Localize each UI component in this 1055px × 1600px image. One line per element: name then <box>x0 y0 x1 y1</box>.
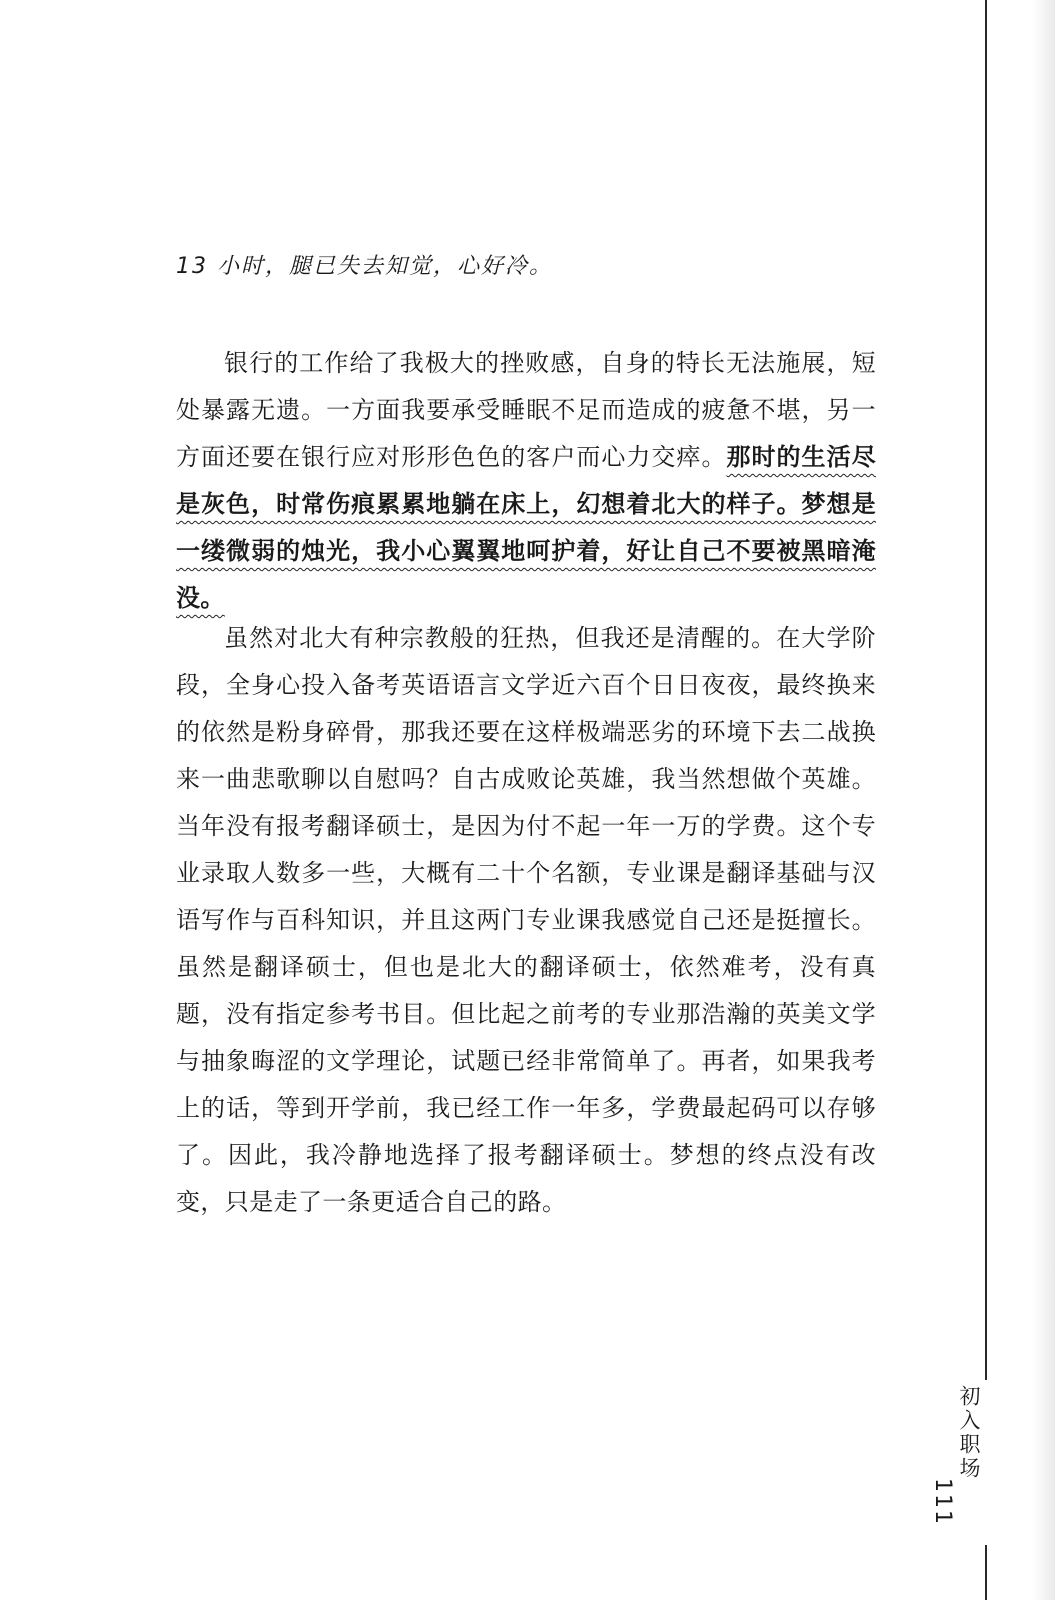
quote-line: 13 小时，腿已失去知觉，心好冷。 <box>176 254 553 279</box>
paragraph-1-emphasis: 那时的生活尽是灰色，时常伤痕累累地躺在床上，幻想着北大的样子。梦想是一缕微弱的烛光，我小心翼翼地呵护着，好让自己不要被黑暗淹没。 <box>176 443 876 612</box>
paragraph-1-text <box>176 340 876 622</box>
paragraph-2-text: 虽然对北大有种宗教般的狂热，但我还是清醒的。在大学阶段，全身心投入备考英语语言文学近六百个日日夜夜，最终换来的依然是粉身碎骨，那我还要在这样极端恶劣的环境下去二战换来一曲悲歌聊以自慰吗？自古成败论英雄，我当然想做个英雄。当年没有报考翻译硕士，是因为付不起一年一万的学费。这个专业录取人数多一些，大概有二十个名额，专业课是翻译基础与汉语写作与百科知识，并且这两门专业课我感觉自己还是挺擅长。虽然是翻译硕士，但也是北大的翻译硕士，依然难考，没有真题，没有指定参考书目。但比起之前考的专业那浩瀚的英美文学与抽象晦涩的文学理论，试题已经非常简单了。再者，如果我考上的话，等到开学前，我已经工作一年多，学费最起码可以存够了。因此，我冷静地选择了报考翻译硕士。梦想的终点没有改变，只是走了一条更适合自己的路。 <box>176 624 876 1216</box>
paragraph-1-normal: 银行的工作给了我极大的挫败感，自身的特长无法施展，短处暴露无遗。一方面我要承受睡眠不足而造成的疲惫不堪，另一方面还要在银行应对形形色色的客户而心力交瘁。 <box>176 349 876 471</box>
page-edge-shadow <box>1032 0 1055 1600</box>
paragraph-1 <box>176 340 876 622</box>
margin-rule <box>985 0 987 1380</box>
paragraph-2 <box>176 615 876 1226</box>
page-number: 111 <box>930 1478 955 1526</box>
running-header-chapter: 初入职场 <box>957 1385 981 1481</box>
margin-rule-bottom <box>985 1545 987 1600</box>
